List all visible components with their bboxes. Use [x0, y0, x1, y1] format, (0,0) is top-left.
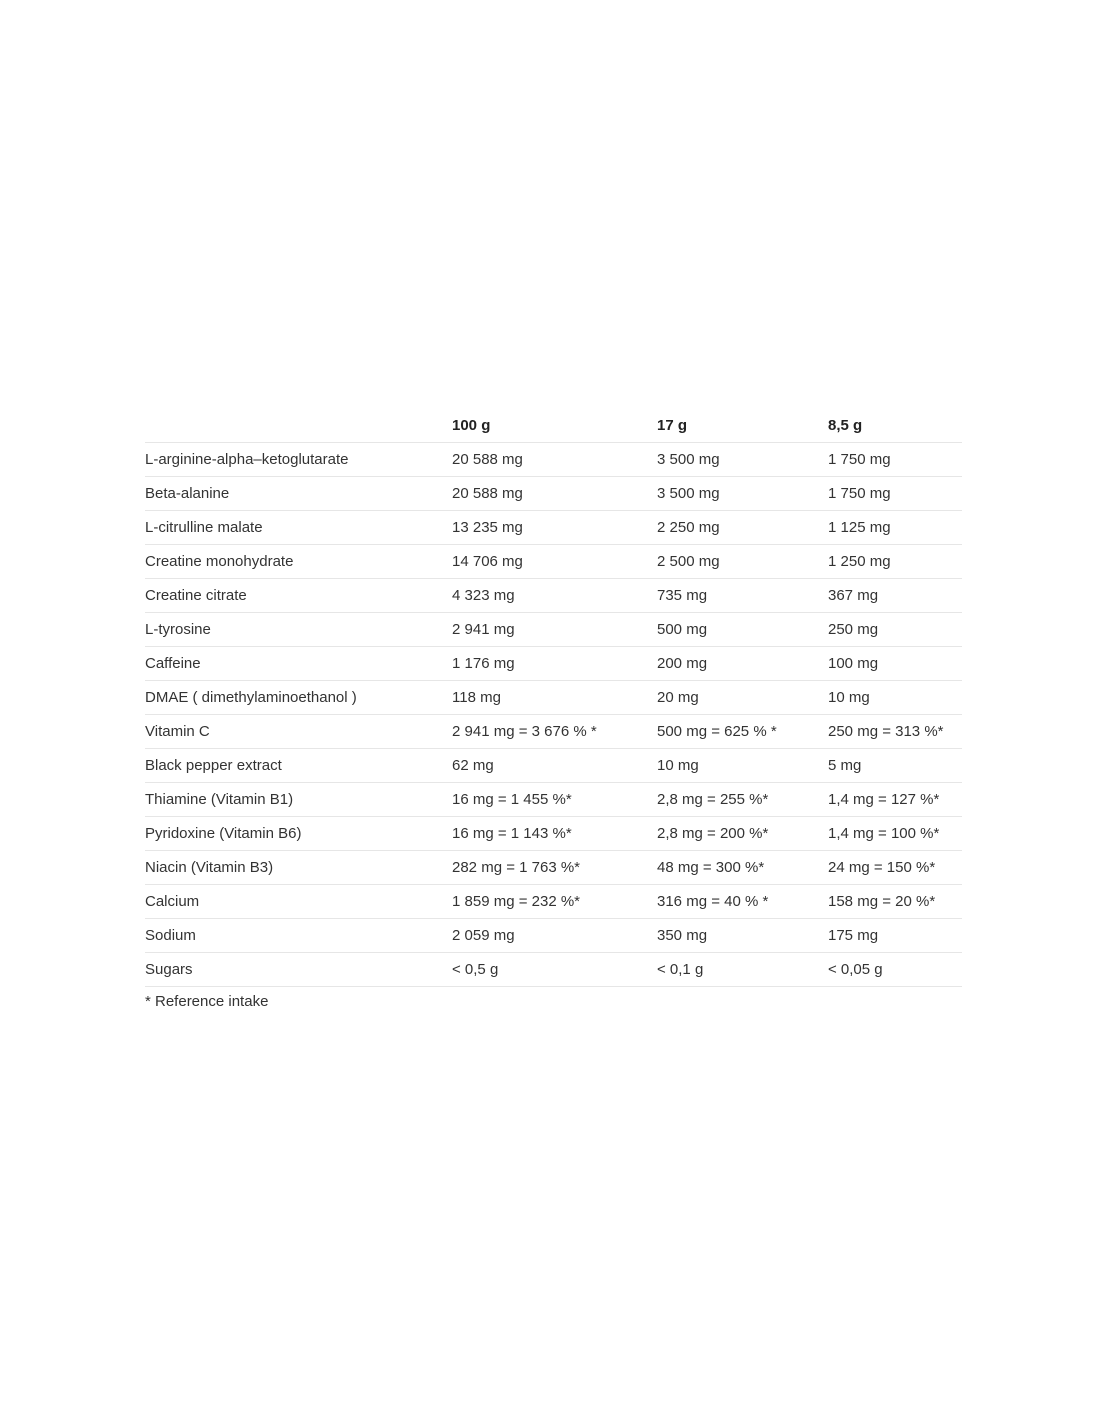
value-cell: 48 mg = 300 %* — [657, 851, 828, 885]
table-row — [145, 477, 962, 511]
ingredient-cell: Thiamine (Vitamin B1) — [145, 783, 452, 817]
value-cell: 10 mg — [828, 681, 962, 715]
table-header-row — [145, 409, 962, 443]
ingredient-cell: Caffeine — [145, 647, 452, 681]
value-cell: 16 mg = 1 455 %* — [452, 783, 657, 817]
header-per-8-5g: 8,5 g — [828, 409, 962, 443]
value-cell: 3 500 mg — [657, 443, 828, 477]
value-cell: 1 176 mg — [452, 647, 657, 681]
value-cell: < 0,1 g — [657, 953, 828, 987]
value-cell: 13 235 mg — [452, 511, 657, 545]
value-cell: 175 mg — [828, 919, 962, 953]
table-row — [145, 545, 962, 579]
value-cell: 250 mg = 313 %* — [828, 715, 962, 749]
reference-intake-footnote: * Reference intake — [145, 993, 269, 1010]
table-row — [145, 715, 962, 749]
ingredient-cell: Creatine monohydrate — [145, 545, 452, 579]
value-cell: 20 mg — [657, 681, 828, 715]
nutrition-table-container — [145, 409, 962, 987]
value-cell: 500 mg = 625 % * — [657, 715, 828, 749]
ingredient-cell: DMAE ( dimethylaminoethanol ) — [145, 681, 452, 715]
header-ingredient — [145, 409, 452, 443]
ingredient-cell: Creatine citrate — [145, 579, 452, 613]
value-cell: < 0,5 g — [452, 953, 657, 987]
value-cell: 367 mg — [828, 579, 962, 613]
value-cell: 282 mg = 1 763 %* — [452, 851, 657, 885]
value-cell: 1 750 mg — [828, 443, 962, 477]
ingredient-cell: Vitamin C — [145, 715, 452, 749]
table-row — [145, 953, 962, 987]
ingredient-cell: L-citrulline malate — [145, 511, 452, 545]
value-cell: 2 941 mg — [452, 613, 657, 647]
value-cell: 2,8 mg = 200 %* — [657, 817, 828, 851]
ingredient-cell: L-arginine-alpha–ketoglutarate — [145, 443, 452, 477]
table-row — [145, 613, 962, 647]
value-cell: 5 mg — [828, 749, 962, 783]
value-cell: 1 859 mg = 232 %* — [452, 885, 657, 919]
value-cell: 2 250 mg — [657, 511, 828, 545]
value-cell: 350 mg — [657, 919, 828, 953]
table-row — [145, 783, 962, 817]
value-cell: 10 mg — [657, 749, 828, 783]
value-cell: 1 750 mg — [828, 477, 962, 511]
value-cell: 62 mg — [452, 749, 657, 783]
value-cell: < 0,05 g — [828, 953, 962, 987]
value-cell: 200 mg — [657, 647, 828, 681]
ingredient-cell: L-tyrosine — [145, 613, 452, 647]
value-cell: 20 588 mg — [452, 477, 657, 511]
ingredient-cell: Black pepper extract — [145, 749, 452, 783]
ingredient-cell: Beta-alanine — [145, 477, 452, 511]
table-row — [145, 885, 962, 919]
table-row — [145, 579, 962, 613]
value-cell: 24 mg = 150 %* — [828, 851, 962, 885]
value-cell: 316 mg = 40 % * — [657, 885, 828, 919]
table-row — [145, 511, 962, 545]
table-row — [145, 647, 962, 681]
value-cell: 14 706 mg — [452, 545, 657, 579]
table-row — [145, 443, 962, 477]
value-cell: 735 mg — [657, 579, 828, 613]
ingredient-cell: Sugars — [145, 953, 452, 987]
value-cell: 500 mg — [657, 613, 828, 647]
ingredient-cell: Sodium — [145, 919, 452, 953]
table-row — [145, 817, 962, 851]
value-cell: 2 500 mg — [657, 545, 828, 579]
nutrition-table — [145, 409, 962, 987]
value-cell: 3 500 mg — [657, 477, 828, 511]
table-row — [145, 749, 962, 783]
value-cell: 1 125 mg — [828, 511, 962, 545]
value-cell: 4 323 mg — [452, 579, 657, 613]
value-cell: 100 mg — [828, 647, 962, 681]
header-per-100g: 100 g — [452, 409, 657, 443]
table-row — [145, 681, 962, 715]
value-cell: 1,4 mg = 100 %* — [828, 817, 962, 851]
value-cell: 16 mg = 1 143 %* — [452, 817, 657, 851]
value-cell: 20 588 mg — [452, 443, 657, 477]
table-row — [145, 919, 962, 953]
value-cell: 250 mg — [828, 613, 962, 647]
value-cell: 2 941 mg = 3 676 % * — [452, 715, 657, 749]
ingredient-cell: Pyridoxine (Vitamin B6) — [145, 817, 452, 851]
value-cell: 2 059 mg — [452, 919, 657, 953]
value-cell: 1,4 mg = 127 %* — [828, 783, 962, 817]
value-cell: 2,8 mg = 255 %* — [657, 783, 828, 817]
ingredient-cell: Calcium — [145, 885, 452, 919]
header-per-17g: 17 g — [657, 409, 828, 443]
value-cell: 118 mg — [452, 681, 657, 715]
ingredient-cell: Niacin (Vitamin B3) — [145, 851, 452, 885]
table-row — [145, 851, 962, 885]
value-cell: 1 250 mg — [828, 545, 962, 579]
value-cell: 158 mg = 20 %* — [828, 885, 962, 919]
